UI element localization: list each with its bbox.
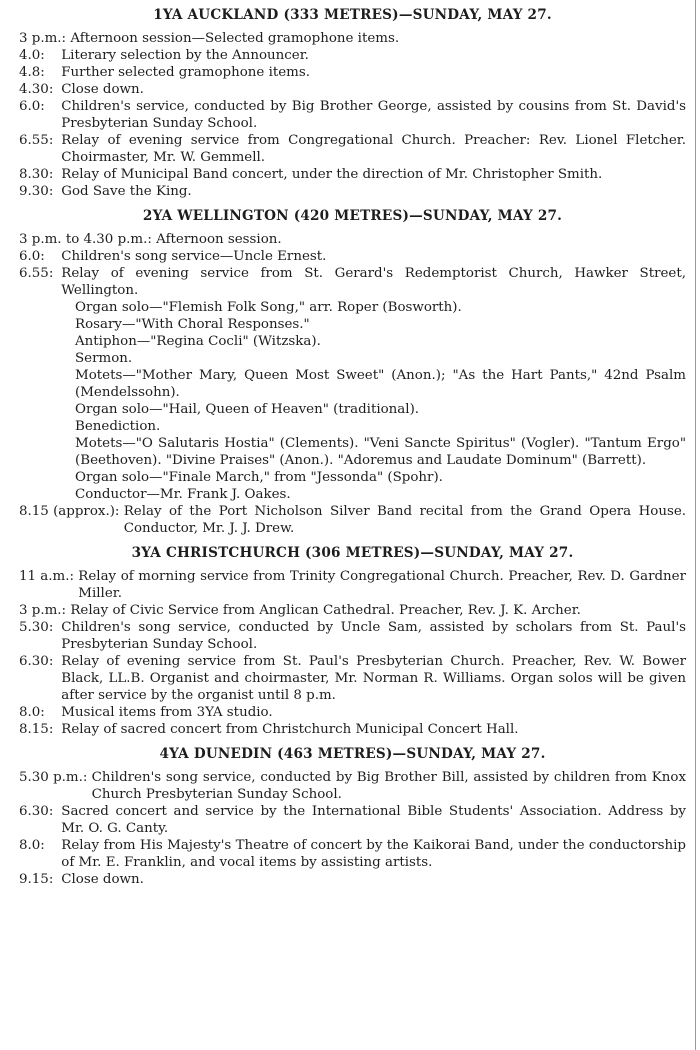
entry-time: 6.30:: [19, 804, 54, 819]
entry-time: 8.0:: [19, 705, 45, 720]
entry-text: Afternoon session—Selected gramophone items.: [70, 31, 400, 46]
list-item: [19, 871, 686, 888]
list-item: [19, 653, 686, 704]
entry-time: 5.30 p.m.:: [19, 770, 88, 785]
section-dunedin: [19, 746, 686, 888]
entry-text: Close down.: [61, 82, 144, 97]
entry-text: Relay of morning service from Trinity Congregational Church. Preacher, Rev. D. Gardner Miller.: [78, 569, 686, 601]
entry-text: God Save the King.: [61, 184, 192, 199]
entry-text: Literary selection by the Announcer.: [61, 48, 309, 63]
list-item: [19, 183, 686, 200]
programme-item: Rosary—"With Choral Responses.": [75, 317, 310, 332]
entry-time: 6.55:: [19, 133, 54, 148]
list-item: [19, 602, 686, 619]
entry-text: Children's song service, conducted by Big Brother Bill, assisted by children from Knox Church Presbyterian Sunday School.: [91, 770, 686, 802]
entry-time: 3 p.m. to 4.30 p.m.:: [19, 232, 152, 247]
section-heading: 4YA DUNEDIN (463 METRES)—SUNDAY, MAY 27.: [159, 746, 546, 762]
section-christchurch: [19, 545, 686, 738]
entry-time: 3 p.m.:: [19, 31, 67, 46]
list-item: [19, 721, 686, 738]
entry-time: 4.30:: [19, 82, 54, 97]
list-item: [19, 64, 686, 81]
entry-time: 5.30:: [19, 620, 54, 635]
list-item: [19, 132, 686, 166]
programme-item: Organ solo—"Finale March," from "Jessonda" (Spohr).: [75, 470, 443, 485]
programme-item: Motets—"O Salutaris Hostia" (Clements). "Veni Sancte Spiritus" (Vogler). "Tantum Ergo" (Beethoven). "Divine Praises" (Anon.). "Adoremus and Laudate Dominum" (Barrett).: [75, 436, 686, 468]
programme-list: [19, 299, 686, 503]
entry-time: 6.0:: [19, 249, 45, 264]
programme-item: Conductor—Mr. Frank J. Oakes.: [75, 487, 291, 502]
programme-item: Sermon.: [75, 351, 133, 366]
entry-text: Relay of Municipal Band concert, under the direction of Mr. Christopher Smith.: [61, 167, 603, 182]
entry-text: Relay of evening service from Congregational Church. Preacher: Rev. Lionel Fletcher. Choirmaster, Mr. W. Gemmell.: [61, 133, 686, 165]
programme-item: Antiphon—"Regina Cocli" (Witzska).: [75, 334, 321, 349]
entry-text: Afternoon session.: [156, 232, 282, 247]
section-auckland: [19, 7, 686, 200]
programme-item: Benediction.: [75, 419, 161, 434]
programme-item: Motets—"Mother Mary, Queen Most Sweet" (Anon.); "As the Hart Pants," 42nd Psalm (Mendelssohn).: [75, 368, 686, 400]
section-heading: 1YA AUCKLAND (333 METRES)—SUNDAY, MAY 27.: [153, 7, 552, 23]
list-item: [19, 47, 686, 64]
entry-text: Relay of sacred concert from Christchurch Municipal Concert Hall.: [61, 722, 519, 737]
entry-text: Relay of evening service from St. Gerard's Redemptorist Church, Hawker Street, Wellington.: [61, 266, 686, 298]
entry-time: 8.15 (approx.):: [19, 504, 120, 519]
list-item: [19, 231, 686, 248]
entry-time: 6.55:: [19, 266, 54, 281]
entry-time: 8.15:: [19, 722, 54, 737]
entry-text: Relay of Civic Service from Anglican Cathedral. Preacher, Rev. J. K. Archer.: [70, 603, 581, 618]
list-item: [19, 265, 686, 299]
programme-item: Organ solo—"Hail, Queen of Heaven" (traditional).: [75, 402, 420, 417]
entry-time: 4.8:: [19, 65, 45, 80]
entry-text: Children's song service—Uncle Ernest.: [61, 249, 327, 264]
section-wellington: [19, 208, 686, 537]
list-item: [19, 769, 686, 803]
list-item: [19, 503, 686, 537]
entry-time: 8.30:: [19, 167, 54, 182]
list-item: [19, 837, 686, 871]
entry-text: Children's service, conducted by Big Brother George, assisted by cousins from St. David's Presbyterian Sunday School.: [61, 99, 686, 131]
entry-time: 4.0:: [19, 48, 45, 63]
list-item: [19, 81, 686, 98]
entry-text: Relay of evening service from St. Paul's Presbyterian Church. Preacher, Rev. W. Bower Black, LL.B. Organist and choirmaster, Mr. Norman R. Williams. Organ solos will be given after service by the organist until 8 p.m.: [61, 654, 686, 703]
entry-text: Further selected gramophone items.: [61, 65, 310, 80]
list-item: [19, 248, 686, 265]
list-item: [19, 704, 686, 721]
entry-text: Musical items from 3YA studio.: [61, 705, 273, 720]
programme-item: Organ solo—"Flemish Folk Song," arr. Roper (Bosworth).: [75, 300, 462, 315]
list-item: [19, 568, 686, 602]
entry-time: 6.30:: [19, 654, 54, 669]
list-item: [19, 30, 686, 47]
entry-time: 11 a.m.:: [19, 569, 75, 584]
entry-text: Relay from His Majesty's Theatre of concert by the Kaikorai Band, under the conductorship of Mr. E. Franklin, and vocal items by assisting artists.: [61, 838, 686, 870]
entry-time: 9.15:: [19, 872, 54, 887]
entry-time: 8.0:: [19, 838, 45, 853]
list-item: [19, 166, 686, 183]
list-item: [19, 619, 686, 653]
entry-time: 3 p.m.:: [19, 603, 67, 618]
section-heading: 3YA CHRISTCHURCH (306 METRES)—SUNDAY, MAY 27.: [131, 545, 574, 561]
column-rule: [695, 0, 696, 1050]
list-item: [19, 803, 686, 837]
entry-text: Relay of the Port Nicholson Silver Band recital from the Grand Opera House. Conductor, Mr. J. J. Drew.: [123, 504, 686, 536]
section-heading: 2YA WELLINGTON (420 METRES)—SUNDAY, MAY 27.: [142, 208, 563, 224]
entry-time: 6.0:: [19, 99, 45, 114]
entry-time: 9.30:: [19, 184, 54, 199]
list-item: [19, 98, 686, 132]
entry-text: Sacred concert and service by the International Bible Students' Association. Address by Mr. O. G. Canty.: [61, 804, 686, 836]
entry-text: Close down.: [61, 872, 144, 887]
entry-text: Children's song service, conducted by Uncle Sam, assisted by scholars from St. Paul's Presbyterian Sunday School.: [61, 620, 686, 652]
